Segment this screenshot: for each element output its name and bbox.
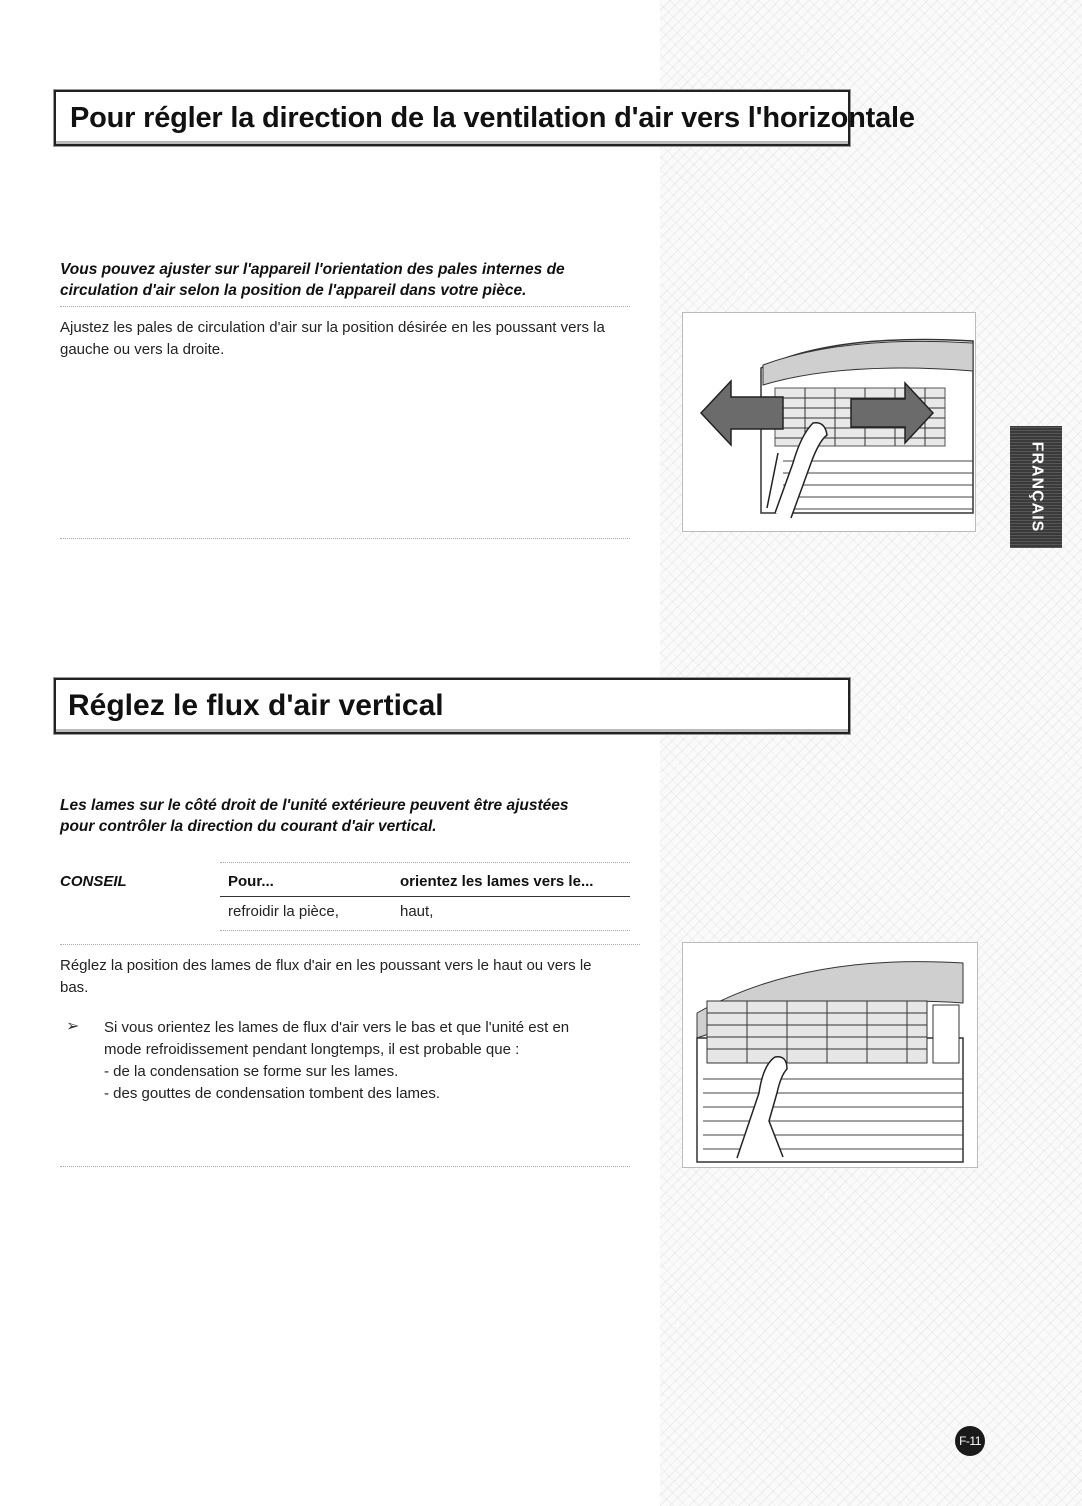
section-title-horizontal: Pour régler la direction de la ventilation d'air vers l'horizontale (70, 101, 915, 134)
note-line1: Si vous orientez les lames de flux d'air vers le bas et que l'unité est en (104, 1019, 570, 1036)
illustration-horizontal-louvers (682, 312, 976, 532)
tip-header-rule (220, 896, 630, 897)
intro-horizontal-line2: circulation d'air selon la position de l'appareil dans votre pièce. (60, 282, 527, 299)
tip-col2-value: haut, (400, 903, 434, 920)
tip-col2-header: orientez les lames vers le... (400, 873, 594, 890)
body-horizontal-line2: gauche ou vers la droite. (60, 341, 225, 358)
note-line2: mode refroidissement pendant longtemps, il est probable que : (104, 1041, 520, 1058)
side-panel-background (660, 0, 1082, 1506)
note-line4: - des gouttes de condensation tombent des lames. (104, 1085, 441, 1102)
tip-top-rule (220, 862, 630, 863)
intro-vertical-line2: pour contrôler la direction du courant d'air vertical. (60, 818, 437, 835)
section-title-vertical: Réglez le flux d'air vertical (68, 689, 444, 722)
divider (60, 1166, 630, 1167)
section-header-horizontal (54, 90, 915, 146)
tip-bottom-rule (220, 930, 630, 931)
intro-horizontal-line1: Vous pouvez ajuster sur l'appareil l'orientation des pales internes de (60, 261, 565, 278)
tip-col1-header: Pour... (228, 873, 274, 890)
vertical-louver-drawing (683, 943, 977, 1167)
note-line3: - de la condensation se forme sur les lames. (104, 1063, 399, 1080)
body-vertical-line1: Réglez la position des lames de flux d'air en les poussant vers le haut ou vers le (60, 957, 592, 974)
language-tab (1010, 426, 1062, 548)
page-number: F-11 (959, 1434, 981, 1448)
tip-label: CONSEIL (60, 873, 127, 890)
intro-vertical-line1: Les lames sur le côté droit de l'unité extérieure peuvent être ajustées (60, 797, 569, 814)
divider (60, 944, 640, 945)
body-vertical-line2: bas. (60, 979, 89, 996)
section-header-vertical (54, 678, 850, 734)
illustration-vertical-louvers (682, 942, 978, 1168)
divider (60, 306, 630, 307)
arrow-bullet-icon: ➢ (66, 1018, 80, 1035)
tip-col1-value: refroidir la pièce, (228, 903, 339, 920)
horizontal-louver-drawing (683, 313, 975, 531)
body-horizontal-line1: Ajustez les pales de circulation d'air sur la position désirée en les poussant vers la (60, 319, 605, 336)
page-number-badge (955, 1426, 985, 1456)
language-tab-label: FRANÇAIS (1028, 441, 1046, 533)
divider (60, 538, 630, 539)
